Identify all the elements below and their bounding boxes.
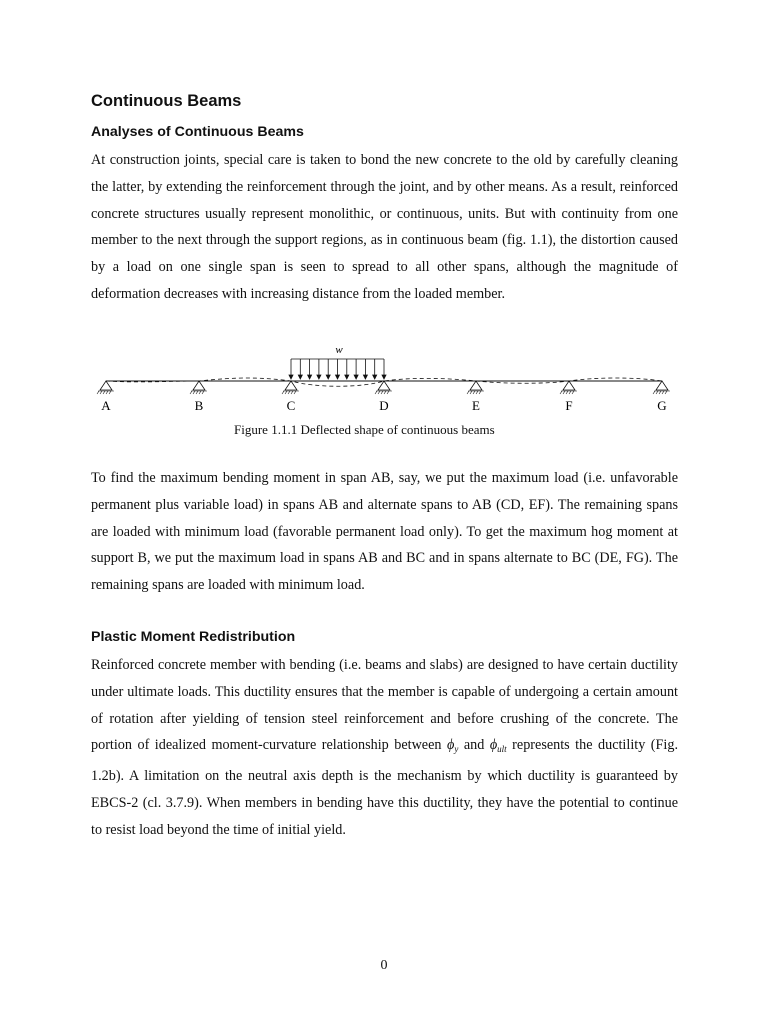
load-arrow-head — [308, 375, 312, 379]
ductility-text-before: Reinforced concrete member with bending (i.e. beams and slabs) are designed to have certain ductility under ultimate loads. This ductility ensures that the member is capable of undergoing a certain amount of rotation after yielding of tension steel reinforcement and before crushing of the concrete. The portion of idealized moment-curvature relationship between — [91, 657, 678, 754]
load-arrow-head — [326, 375, 330, 379]
load-arrow-head — [354, 375, 358, 379]
support-g — [656, 381, 668, 390]
page-number: 0 — [380, 958, 388, 973]
support-base-e — [467, 391, 484, 394]
support-b — [193, 381, 205, 390]
section-heading-plastic: Plastic Moment Redistribution — [91, 629, 296, 645]
support-label-f: F — [565, 398, 573, 413]
load-arrow-head — [336, 375, 340, 379]
support-base-g — [653, 391, 670, 394]
and-text: and — [458, 737, 490, 754]
paragraph-construction-joints: At construction joints, special care is taken to bond the new concrete to the old by carefully cleaning the latter, by extending the reinforcement through the joint, and by other means. As a result, reinforced concrete structures usually represent monolithic, or continuous, units. But with continuity from one member to the next through the support regions, as in continuous beam (fig. 1.1), the distortion caused by a load on one single span is seen to spread to all other spans, although the magnitude of deformation decreases with increasing distance from the loaded member. — [91, 152, 678, 302]
page-title: Continuous Beams — [91, 92, 242, 110]
load-arrow-head — [298, 375, 302, 379]
support-label-e: E — [472, 398, 480, 413]
support-base-b — [190, 391, 207, 394]
support-base-f — [560, 391, 577, 394]
support-label-c: C — [286, 398, 296, 413]
load-arrow-head — [373, 375, 377, 379]
distributed-load-arrows — [289, 359, 386, 379]
phi-ult-symbol: $\phi_{ult}$ — [489, 737, 507, 755]
phi-y-symbol: $\phi_y$ — [447, 737, 459, 755]
load-label-w: w — [335, 344, 343, 356]
support-a — [100, 381, 112, 390]
continuous-beam-figure — [96, 342, 686, 420]
support-base-d — [375, 391, 392, 394]
load-arrow-head — [345, 375, 349, 379]
paragraph-max-moment: To find the maximum bending moment in span AB, say, we put the maximum load (i.e. unfavorable permanent plus variable load) in spans AB and alternate spans to AB (CD, EF). The remaining spans are loaded with minimum load (favorable permanent load only). To get the maximum hog moment at support B, we put the maximum load in spans AB and BC and in spans alternate to BC (DE, FG). The remaining spans are loaded with minimum load. — [91, 470, 678, 594]
support-label-g: G — [657, 398, 667, 413]
section-heading-analyses: Analyses of Continuous Beams — [91, 124, 304, 140]
load-arrow-head — [317, 375, 321, 379]
load-arrow-head — [289, 375, 293, 379]
support-f — [563, 381, 575, 390]
paragraph-ductility — [91, 652, 678, 844]
ductility-text-after: represents the ductility (Fig. 1.2b). A limitation on the neutral axis depth is the mechanism by which ductility is guaranteed by EBCS-2 (cl. 3.7.9). When members in bending have this ductility, they have the potential to continue to resist load beyond the time of initial yield. — [91, 737, 678, 838]
support-base-a — [97, 391, 114, 394]
load-arrow-head — [382, 375, 386, 379]
supports-group — [97, 381, 670, 394]
support-base-c — [282, 391, 299, 394]
support-label-a: A — [101, 398, 111, 413]
figure-caption: Figure 1.1.1 Deflected shape of continuous beams — [234, 422, 495, 437]
support-label-b: B — [194, 398, 204, 413]
support-label-d: D — [379, 398, 389, 413]
load-arrow-head — [363, 375, 367, 379]
support-e — [470, 381, 482, 390]
support-labels-group — [101, 398, 666, 413]
